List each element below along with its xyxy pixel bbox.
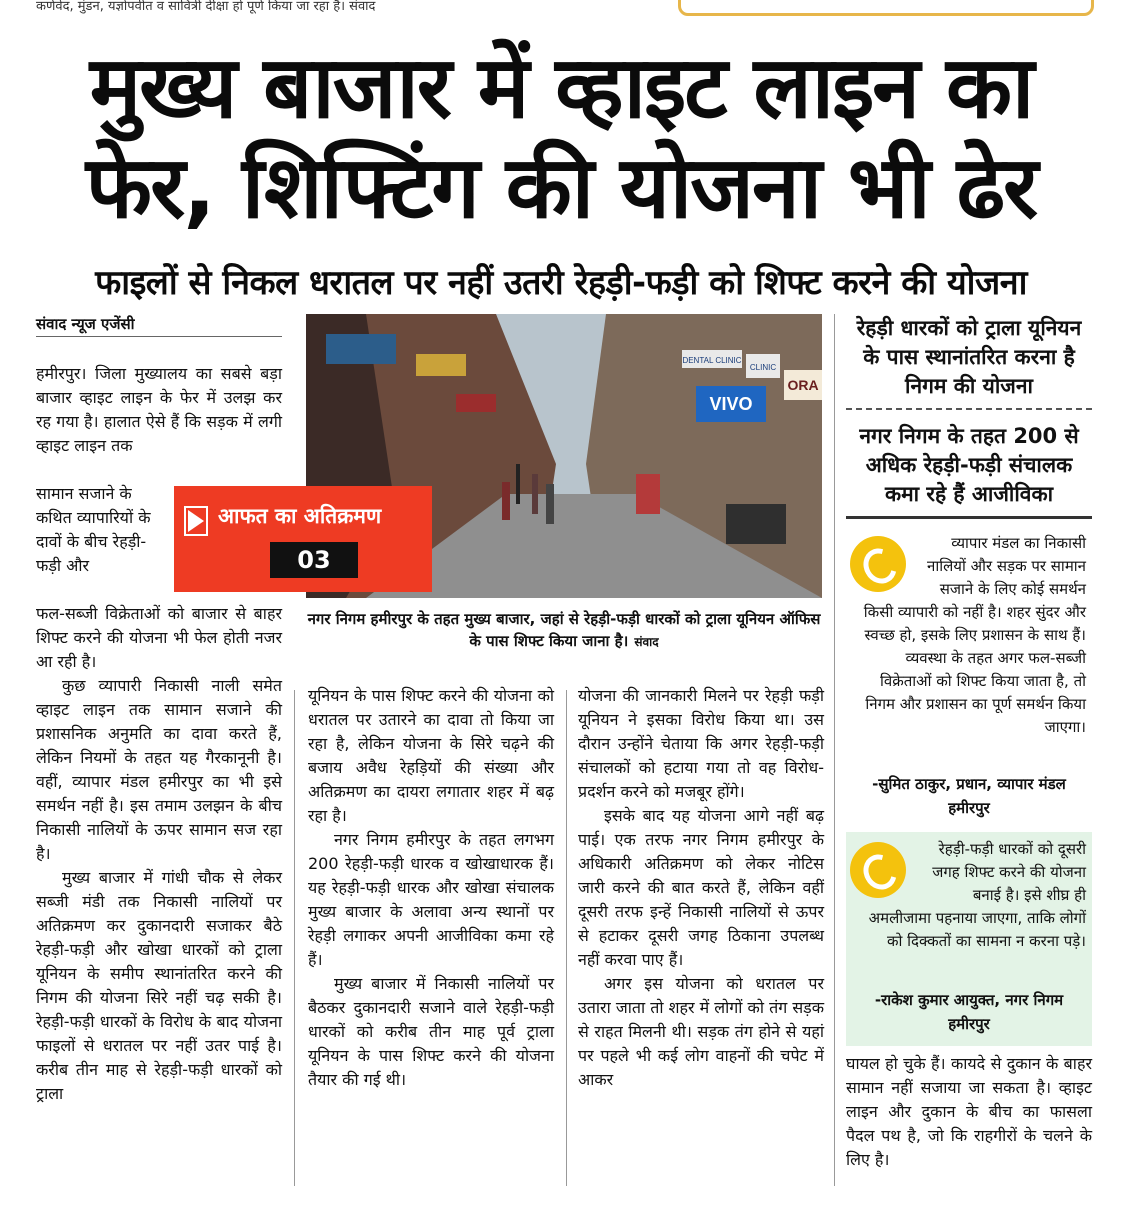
quote-box-2 bbox=[846, 832, 1092, 1046]
article-column-2 bbox=[308, 684, 554, 1092]
quote-2-signature: -राकेश कुमार आयुक्त, नगर निगम हमीरपुर bbox=[874, 991, 1064, 1033]
quote-1-text-wrap bbox=[852, 532, 1086, 739]
quote-2-icon-space bbox=[852, 838, 912, 900]
series-number: 03 bbox=[270, 542, 358, 578]
article-col4-p1: घायल हो चुके हैं। कायदे से दुकान के बाहर सामान नहीं सजाया जा सकता है। व्हाइट लाइन और दुकान के बीच का फासला पैदल पथ है, जो कि राहगीरों के चलने के लिए है। bbox=[846, 1054, 1092, 1169]
article-column-3 bbox=[578, 684, 824, 1092]
article-lead-text: हमीरपुर। जिला मुख्यालय का सबसे बड़ा बाजार व्हाइट लाइन के फेर में उलझ कर रह गया है। हालात ऐसे हैं कि सड़क में लगी व्हाइट लाइन तक bbox=[36, 364, 282, 455]
article-col3-p1: योजना की जानकारी मिलने पर रेहड़ी फड़ी यूनियन ने इसका विरोध किया था। उस दौरान उन्होंने चेताया कि अगर रेहड़ी-फड़ी संचालकों को हटाया गया तो वह विरोध-प्रदर्शन करने को मजबूर होंगे। bbox=[578, 686, 824, 801]
article-col2-p1: यूनियन के पास शिफ्ट करने की योजना को धरातल पर उतारने का दावा तो किया जा रहा है, लेकिन योजना के सिरे चढ़ने की बजाय अवैध रेहड़ियों की संख्या और अतिक्रमण का दायरा लगातार शहर में बढ़ रहा है। bbox=[308, 686, 554, 825]
top-strip-text: कर्णवेद, मुंडन, यज्ञोपवीत व सावित्री दीक्षा हो पूर्ण किया जा रहा है। संवाद bbox=[36, 0, 376, 14]
article-column-4 bbox=[846, 1052, 1092, 1172]
photo-caption-text: नगर निगम हमीरपुर के तहत मुख्य बाजार, जहां से रेहड़ी-फड़ी धारकों को ट्राला यूनियन ऑफिस के पास शिफ्ट किया जाना है। bbox=[307, 610, 821, 650]
sidebar-divider bbox=[846, 408, 1092, 410]
photo-caption-credit: संवाद bbox=[634, 635, 659, 649]
headline-line-2: फेर, शिफ्टिंग की योजना भी ढेर bbox=[85, 138, 1037, 238]
sidebar-heading-2: नगर निगम के तहत 200 से अधिक रेहड़ी-फड़ी संचालक कमा रहे हैं आजीविका bbox=[859, 424, 1079, 506]
photo-sign-ora: ORA bbox=[787, 377, 819, 393]
byline: संवाद न्यूज एजेंसी bbox=[36, 315, 135, 333]
article-col1-p3: मुख्य बाजार में गांधी चौक से लेकर सब्जी मंडी तक निकासी नालियों पर अतिक्रमण कर दुकानदारी सजाकर बैठे रेहड़ी-फड़ी और खोखा धारकों को ट्राला यूनियन के समीप स्थानांतरित करने की निगम की योजना सिरे नहीं चढ़ सकी है। रेहड़ी-फड़ी धारकों के विरोध के बाद योजना फाइलों से धरातल पर नहीं उतर पाई है। करीब तीन माह से रेहड़ी-फड़ी धारकों को ट्राला bbox=[36, 868, 282, 1103]
sidebar-heading-1: रेहड़ी धारकों को ट्राला यूनियन के पास स्थानांतरित करना है निगम की योजना bbox=[856, 316, 1082, 398]
series-title: आफत का अतिक्रमण bbox=[218, 504, 382, 528]
article-lead-narrow bbox=[36, 482, 168, 578]
headline bbox=[20, 38, 1102, 238]
article-col2-p2: नगर निगम हमीरपुर के तहत लगभग 200 रेहड़ी-फड़ी धारक व खोखाधारक हैं। यह रेहड़ी-फड़ी धारक और खोखा संचालक मुख्य बाजार के अलावा अन्य स्थानों पर रेहड़ी लगाकर अपनी आजीविका कमा रहे हैं। bbox=[308, 830, 554, 969]
article-col2-p3: मुख्य बाजार में निकासी नालियों पर बैठकर दुकानदारी सजाने वाले रेहड़ी-फड़ी धारकों को करीब तीन माह पूर्व ट्राला यूनियन के पास शिफ्ट करने की योजना तैयार की गई थी। bbox=[308, 974, 554, 1089]
quote-2-text: रेहड़ी-फड़ी धारकों को दूसरी जगह शिफ्ट करने की योजना बनाई है। इसे शीघ्र ही अमलीजामा पहनाया जाएगा, ताकि लोगों को दिक्कतों का सामना न करना पड़े। bbox=[868, 840, 1086, 950]
byline-rule bbox=[36, 336, 282, 337]
article-lead bbox=[36, 362, 282, 458]
quote-1-icon-space bbox=[852, 532, 912, 594]
article-col3-p3: अगर इस योजना को धरातल पर उतारा जाता तो शहर में लोगों को तंग सड़क से राहत मिलनी थी। सड़क तंग होने से यहां पर पहले भी कई लोग वाहनों की चपेट में आकर bbox=[578, 974, 824, 1089]
quote-1-signature: -सुमित ठाकुर, प्रधान, व्यापार मंडल हमीरपुर bbox=[872, 775, 1066, 817]
quote-1-text: व्यापार मंडल का निकासी नालियों और सड़क पर सामान सजाने के लिए कोई समर्थन किसी व्यापारी को नहीं है। शहर सुंदर और स्वच्छ हो, इसके लिए प्रशासन के साथ हैं। व्यवस्था के तहत अगर फल-सब्जी विक्रेताओं को शिफ्ट किया जाता है, तो निगम और प्रशासन का पूर्ण समर्थन किया जाएगा। bbox=[863, 534, 1086, 736]
subheadline: फाइलों से निकल धरातल पर नहीं उतरी रेहड़ी-फड़ी को शिफ्ट करने की योजना bbox=[95, 263, 1027, 303]
column-divider bbox=[294, 690, 295, 1186]
series-badge bbox=[174, 486, 432, 592]
article-col3-p2: इसके बाद यह योजना आगे नहीं बढ़ पाई। एक तरफ नगर निगम हमीरपुर के अधिकारी अतिक्रमण को लेकर नोटिस जारी करने की बात करते हैं, लेकिन वहीं दूसरी तरफ इन्हें निकासी नालियों से ऊपर से हटाकर दूसरी जगह ठिकाना उपलब्ध नहीं करवा पाए हैं। bbox=[578, 806, 824, 969]
photo-sign-dental: DENTAL CLINIC bbox=[682, 356, 742, 365]
play-icon bbox=[188, 510, 204, 532]
headline-line-1: मुख्य बाजार में व्हाइट लाइन का bbox=[89, 38, 1033, 138]
photo-sign-vivo: VIVO bbox=[709, 394, 753, 414]
column-divider bbox=[834, 314, 835, 1186]
column-divider bbox=[566, 690, 567, 1186]
top-strip-box bbox=[678, 0, 1094, 16]
sidebar-rule bbox=[846, 516, 1092, 519]
article-lead-narrow-text: सामान सजाने के कथित व्यापारियों के दावों के बीच रेहड़ी-फड़ी और bbox=[36, 484, 151, 575]
photo-caption bbox=[306, 608, 822, 653]
photo-sign-clinic: CLINIC bbox=[749, 363, 777, 372]
quote-box-1 bbox=[846, 526, 1092, 824]
article-column-1 bbox=[36, 602, 282, 1106]
quote-2-text-wrap bbox=[852, 838, 1086, 953]
article-col1-rest: फल-सब्जी विक्रेताओं को बाजार से बाहर शिफ्ट करने की योजना भी फेल होती नजर आ रही है। bbox=[36, 604, 282, 671]
article-col1-p2: कुछ व्यापारी निकासी नाली समेत व्हाइट लाइन तक सामान सजाने की प्रशासनिक अनुमति का दावा करते हैं, लेकिन नियमों के तहत यह गैरकानूनी है। वहीं, व्यापार मंडल हमीरपुर का भी इसे समर्थन नहीं है। इस तमाम उलझन के बीच निकासी नालियों के ऊपर सामान सज रहा है। bbox=[36, 676, 282, 863]
